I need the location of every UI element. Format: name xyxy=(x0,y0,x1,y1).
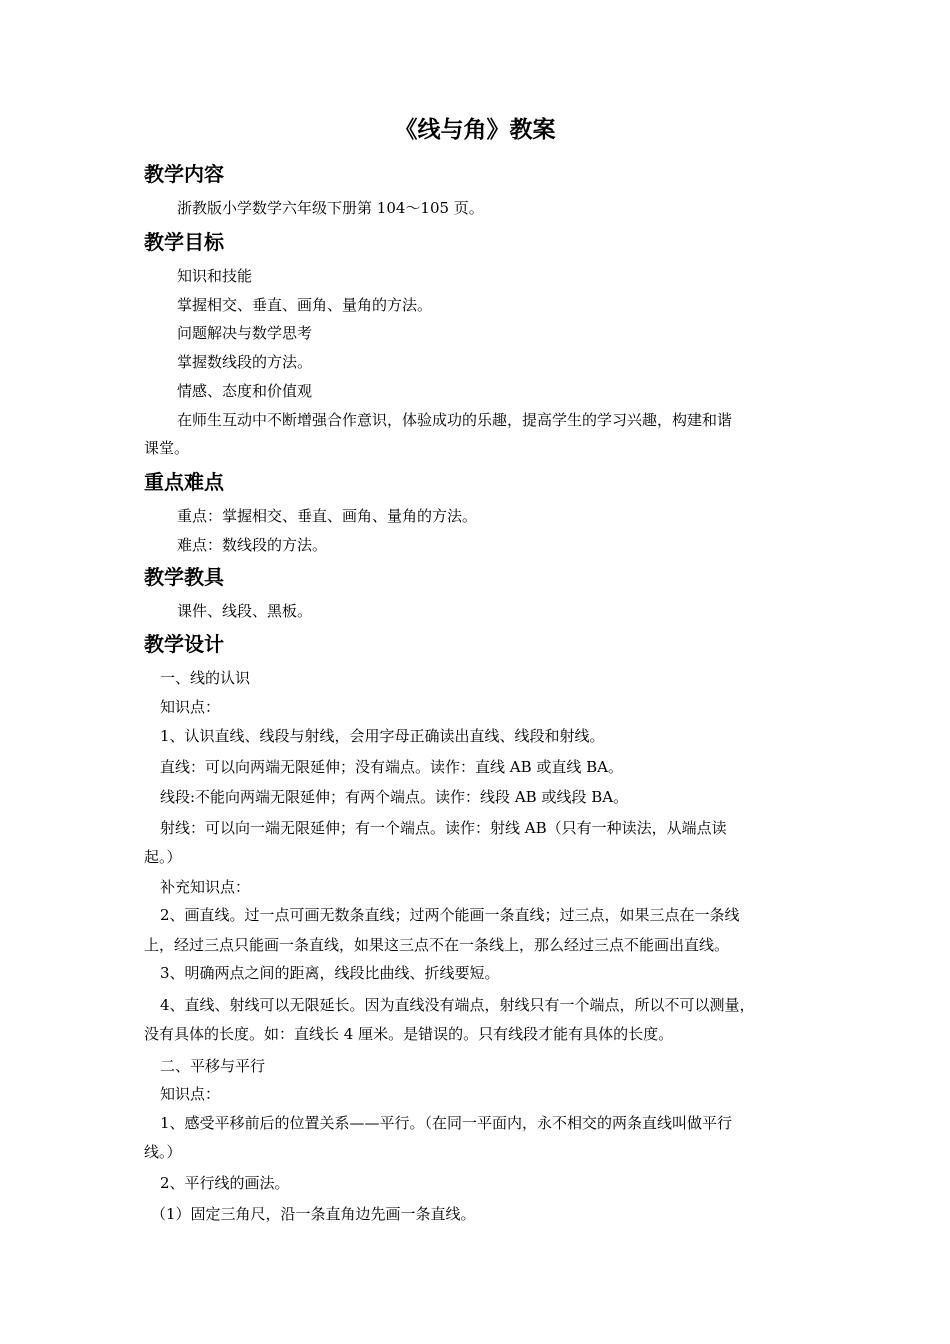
paragraph: 重点：掌握相交、垂直、画角、量角的方法。 xyxy=(177,507,478,525)
paragraph: 在师生互动中不断增强合作意识，体验成功的乐趣，提高学生的学习兴趣，构建和谐 xyxy=(177,411,733,429)
paragraph: 1、认识直线、线段与射线，会用字母正确读出直线、线段和射线。 xyxy=(160,727,605,745)
heading-teaching-goals: 教学目标 xyxy=(144,230,224,254)
paragraph: 课堂。 xyxy=(144,439,190,457)
paragraph: 直线：可以向两端无限延伸；没有端点。读作：直线 AB 或直线 BA。 xyxy=(160,758,624,776)
paragraph: 4、直线、射线可以无限延长。因为直线没有端点，射线只有一个端点，所以不可以测量， xyxy=(160,996,755,1014)
heading-teaching-content: 教学内容 xyxy=(144,162,224,186)
paragraph: 浙教版小学数学六年级下册第 104～105 页。 xyxy=(177,199,484,217)
paragraph: 难点：数线段的方法。 xyxy=(177,536,328,554)
paragraph: 掌握相交、垂直、画角、量角的方法。 xyxy=(177,296,433,314)
paragraph: 问题解决与数学思考 xyxy=(177,324,313,342)
paragraph: 课件、线段、黑板。 xyxy=(177,602,313,620)
paragraph: 一、线的认识 xyxy=(160,669,251,687)
paragraph: 2、画直线。过一点可画无数条直线；过两个能画一条直线；过三点，如果三点在一条线 xyxy=(160,906,740,924)
document-title: 《线与角》教案 xyxy=(394,117,556,143)
paragraph: 起。） xyxy=(144,848,182,866)
paragraph: 没有具体的长度。如：直线长 4 厘米。是错误的。只有线段才能有具体的长度。 xyxy=(144,1025,674,1043)
paragraph: 补充知识点： xyxy=(160,878,251,896)
paragraph: 上，经过三点只能画一条直线，如果这三点不在一条线上，那么经过三点不能画出直线。 xyxy=(144,936,730,954)
paragraph: 2、平行线的画法。 xyxy=(160,1174,290,1192)
paragraph: 知识点： xyxy=(160,698,221,716)
paragraph: 线。） xyxy=(144,1143,182,1161)
paragraph: 掌握数线段的方法。 xyxy=(177,353,313,371)
paragraph: 知识点： xyxy=(160,1085,221,1103)
paragraph: 二、平移与平行 xyxy=(160,1057,266,1075)
heading-teaching-design: 教学设计 xyxy=(144,632,224,656)
paragraph: 射线：可以向一端无限延伸；有一个端点。读作：射线 AB（只有一种读法，从端点读 xyxy=(160,819,727,837)
paragraph: 3、明确两点之间的距离，线段比曲线、折线要短。 xyxy=(160,964,500,982)
paragraph: 情感、态度和价值观 xyxy=(177,382,313,400)
paragraph: （1）固定三角尺，沿一条直角边先画一条直线。 xyxy=(151,1205,476,1223)
paragraph: 1、感受平移前后的位置关系——平行。（在同一平面内，永不相交的两条直线叫做平行 xyxy=(160,1114,733,1132)
heading-teaching-aids: 教学教具 xyxy=(144,565,224,589)
paragraph: 线段:不能向两端无限延伸；有两个端点。读作：线段 AB 或线段 BA。 xyxy=(160,788,629,806)
heading-key-points: 重点难点 xyxy=(144,470,224,494)
paragraph: 知识和技能 xyxy=(177,267,253,285)
